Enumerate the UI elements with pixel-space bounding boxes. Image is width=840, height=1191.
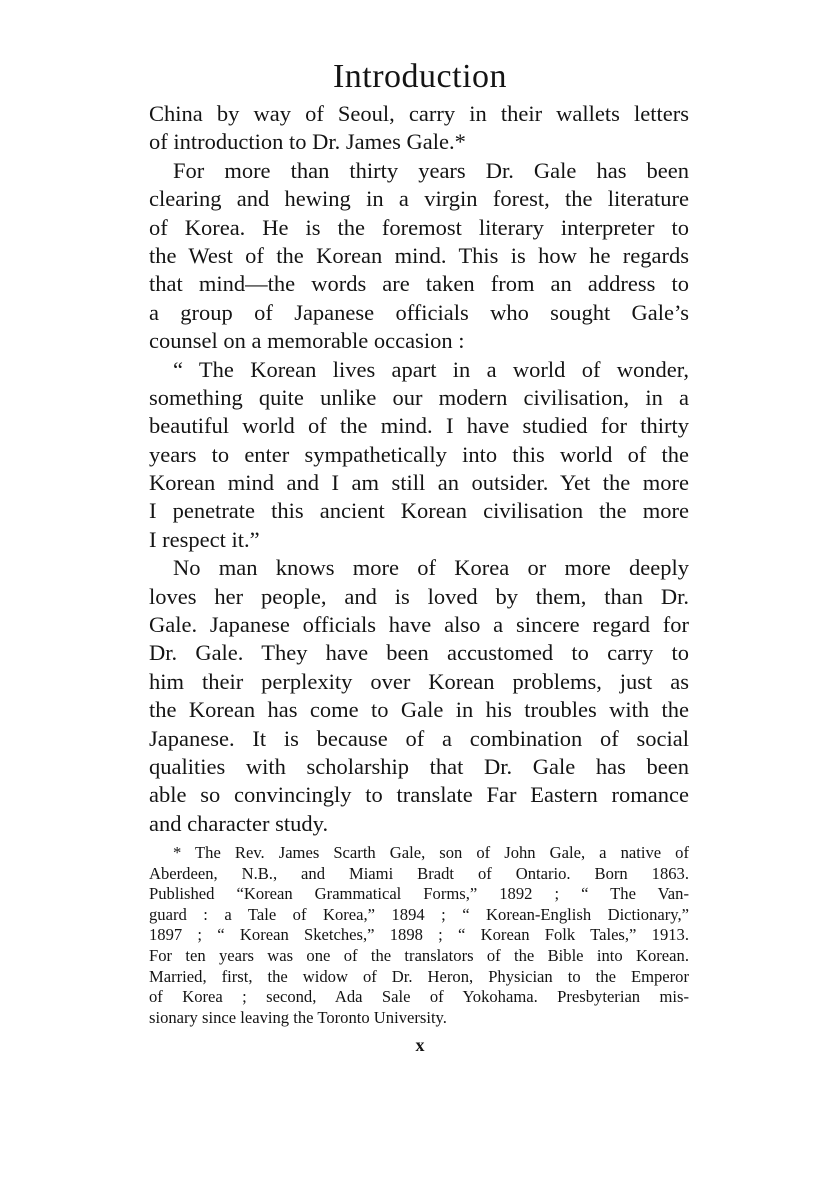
body-text [149, 100, 689, 838]
text-line: of Korea. He is the foremost literary interpreter to [149, 214, 689, 240]
text-line: Korean mind and I am still an outsider. Yet the more [149, 470, 689, 496]
text-line: years to enter sympathetically into this world of the [149, 441, 689, 467]
footnote-line: * The Rev. James Scarth Gale, son of John Gale, a native of [173, 843, 689, 862]
footnote-line: sionary since leaving the Toronto University. [149, 1007, 447, 1027]
text-line: that mind—the words are taken from an address to [149, 271, 689, 297]
text-line: I penetrate this ancient Korean civilisation the more [149, 498, 689, 524]
footnote-line: 1897 ; “ Korean Sketches,” 1898 ; “ Korean Folk Tales,” 1913. [149, 925, 689, 945]
footnote-line: Aberdeen, N.B., and Miami Bradt of Ontario. Born 1863. [149, 863, 689, 883]
text-line: Dr. Gale. They have been accustomed to carry to [149, 640, 689, 666]
text-line: the Korean has come to Gale in his troubles with the [149, 697, 689, 723]
text-line: counsel on a memorable occasion : [149, 328, 465, 354]
footnote-line: Married, first, the widow of Dr. Heron, Physician to the Emperor [149, 966, 689, 986]
text-line: I respect it.” [149, 526, 260, 552]
footnote-line: For ten years was one of the translators of the Bible into Korean. [149, 945, 689, 965]
text-line: qualities with scholarship that Dr. Gale has been [149, 753, 689, 779]
footnote-line: Published “Korean Grammatical Forms,” 1892 ; “ The Van- [149, 884, 689, 904]
text-line: No man knows more of Korea or more deeply [173, 555, 689, 581]
text-line: China by way of Seoul, carry in their wallets letters [149, 101, 689, 126]
footnote-line: of Korea ; second, Ada Sale of Yokohama. Presbyterian mis- [149, 987, 689, 1007]
text-line: something quite unlike our modern civilisation, in a [149, 384, 689, 410]
text-line: Japanese. It is because of a combination of social [149, 725, 689, 751]
text-line: “ The Korean lives apart in a world of wonder, [173, 356, 689, 382]
footnote [149, 843, 689, 1028]
text-line: clearing and hewing in a virgin forest, the literature [149, 186, 689, 212]
footnote-line: guard : a Tale of Korea,” 1894 ; “ Korean-English Dictionary,” [149, 904, 689, 924]
text-line: of introduction to Dr. James Gale.* [149, 129, 466, 155]
running-title: Introduction [332, 58, 508, 95]
page-number: x [415, 1035, 425, 1055]
text-line: For more than thirty years Dr. Gale has been [173, 157, 689, 183]
text-line: and character study. [149, 810, 329, 836]
text-line: able so convincingly to translate Far Eastern romance [149, 782, 689, 808]
text-line: him their perplexity over Korean problems, just as [149, 668, 689, 694]
text-line: loves her people, and is loved by them, than Dr. [149, 583, 689, 609]
text-line: a group of Japanese officials who sought Gale’s [149, 299, 689, 325]
text-line: beautiful world of the mind. I have studied for thirty [149, 413, 689, 439]
text-line: Gale. Japanese officials have also a sincere regard for [149, 612, 689, 638]
text-line: the West of the Korean mind. This is how he regards [149, 242, 689, 268]
